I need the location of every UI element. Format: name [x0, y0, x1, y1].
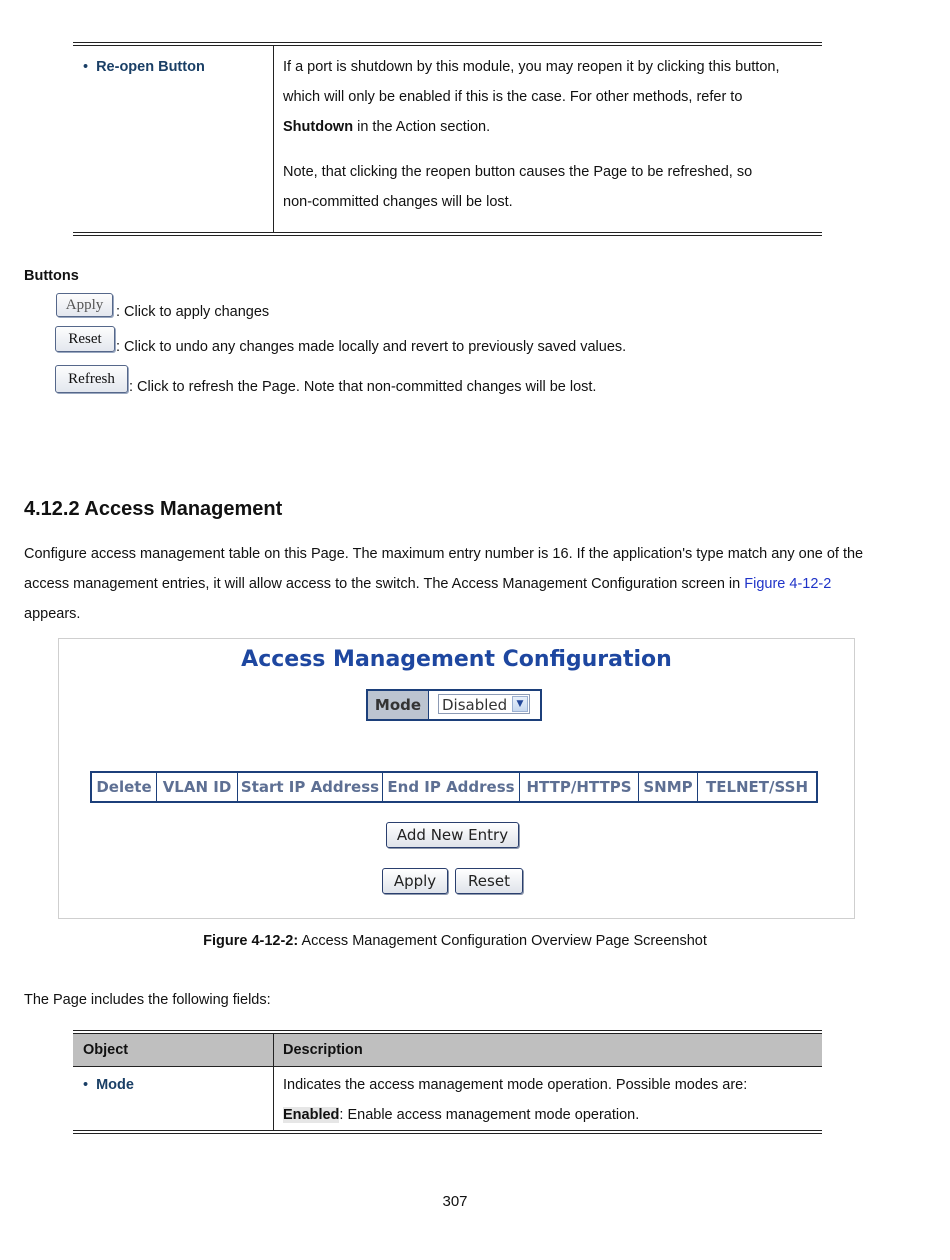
intro-line: appears. [24, 606, 81, 622]
section-title: 4.12.2 Access Management [24, 498, 283, 520]
apply-button[interactable]: Apply [382, 868, 448, 894]
reset-button-image: Reset [55, 326, 115, 352]
page-number: 307 [442, 1193, 468, 1210]
apply-description: : Click to apply changes [116, 304, 270, 320]
fields-table [73, 1030, 822, 1134]
desc-line: which will only be enabled if this is the case. For other methods, refer to [283, 89, 743, 105]
object-cell [83, 59, 205, 75]
caption-bold: Figure 4-12-2: [203, 933, 299, 949]
buttons-heading: Buttons [24, 268, 79, 284]
object-label: Re-open Button [96, 59, 205, 75]
desc-line [283, 112, 813, 142]
col-vlan-id: VLAN ID [157, 773, 238, 801]
col-http: HTTP/HTTPS [520, 773, 639, 801]
column-divider [273, 46, 274, 232]
note-line: non-committed changes will be lost. [283, 194, 513, 210]
note-line: Note, that clicking the reopen button causes the Page to be refreshed, so [283, 164, 753, 180]
access-table-header [90, 771, 818, 803]
desc-line [283, 1100, 813, 1130]
config-title: Access Management Configuration [241, 647, 672, 672]
col-start-ip: Start IP Address [238, 773, 383, 801]
desc-line: Indicates the access management mode operation. Possible modes are: [283, 1077, 748, 1093]
reopen-table [73, 42, 822, 236]
figure-link[interactable]: Figure 4-12-2 [744, 576, 832, 592]
col-end-ip: End IP Address [383, 773, 520, 801]
object-cell [83, 1077, 134, 1093]
header-description: Description [283, 1042, 363, 1058]
reset-description: : Click to undo any changes made locally and revert to previously saved values. [116, 339, 627, 355]
description-cell [283, 1070, 813, 1130]
mode-label: Mode [368, 691, 429, 719]
add-new-entry-button[interactable]: Add New Entry [386, 822, 519, 848]
intro-line: Configure access management table on this Page. The maximum entry number is 16. If the application's type match any one of the [24, 546, 864, 562]
col-delete: Delete [92, 773, 157, 801]
section-intro [24, 539, 924, 629]
fields-intro: The Page includes the following fields: [24, 992, 271, 1008]
intro-line [24, 569, 924, 599]
description-cell [283, 52, 813, 217]
mode-value: Disabled [442, 696, 508, 714]
intro-text: access management entries, it will allow access to the switch. The Access Management Configuration screen in [24, 576, 745, 592]
figure-caption [0, 933, 910, 949]
caption-text: Access Management Configuration Overview Page Screenshot [298, 933, 707, 949]
desc-rest: in the Action section. [353, 119, 491, 135]
table-header [73, 1034, 822, 1067]
object-label: Mode [96, 1077, 134, 1093]
desc-bold: Shutdown [283, 119, 354, 135]
apply-button-image: Apply [56, 293, 113, 317]
column-divider [273, 1034, 274, 1130]
desc-bold: Enabled [283, 1107, 340, 1123]
refresh-button-image: Refresh [55, 365, 128, 393]
refresh-description: : Click to refresh the Page. Note that non-committed changes will be lost. [129, 379, 597, 395]
bullet-icon: • [83, 59, 89, 75]
desc-line: If a port is shutdown by this module, you may reopen it by clicking this button, [283, 59, 780, 75]
col-snmp: SNMP [639, 773, 698, 801]
screenshot-frame [58, 638, 855, 919]
mode-select[interactable] [438, 694, 530, 714]
chevron-down-icon[interactable]: ▼ [512, 696, 528, 712]
bullet-icon: • [83, 1077, 89, 1093]
mode-row [366, 689, 542, 721]
header-object: Object [83, 1042, 129, 1058]
desc-rest: : Enable access management mode operation. [339, 1107, 640, 1123]
col-telnet: TELNET/SSH [705, 778, 809, 796]
reset-button[interactable]: Reset [455, 868, 523, 894]
